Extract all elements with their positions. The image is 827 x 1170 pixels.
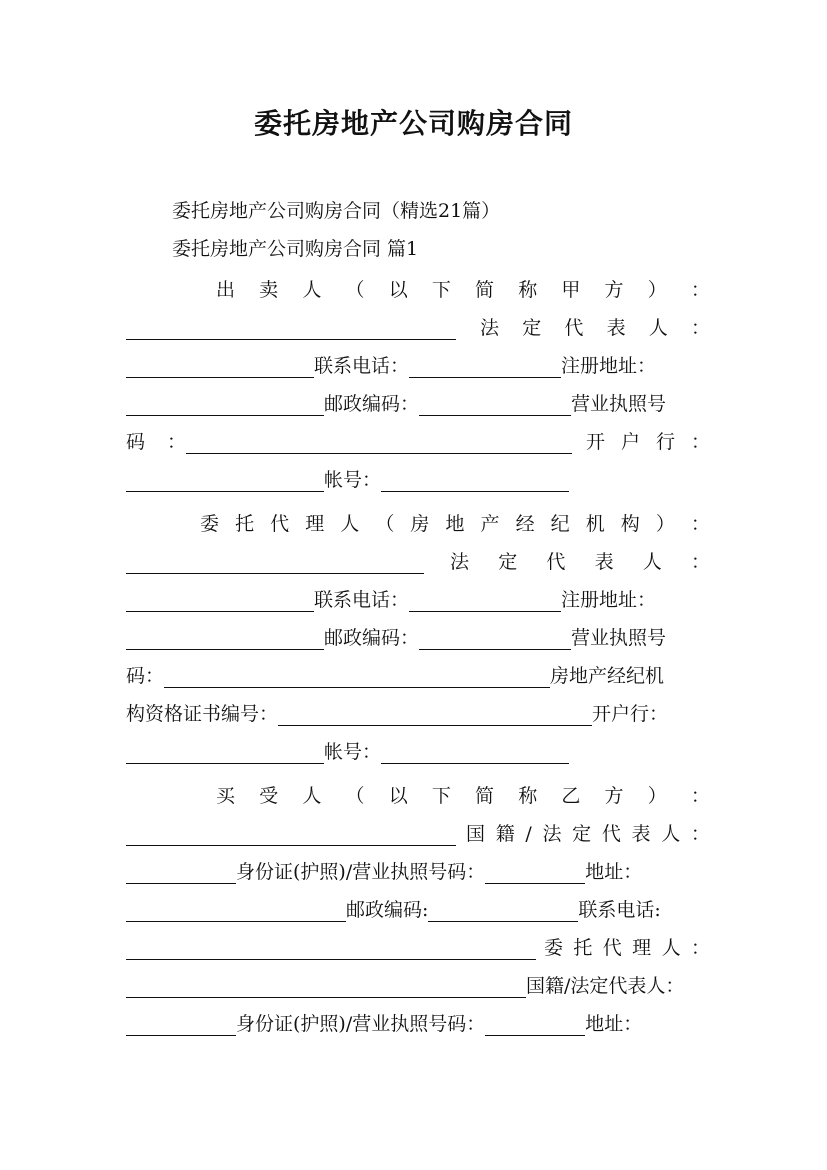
form-line (126, 350, 710, 378)
agent-rep-blank (126, 588, 314, 612)
label-char: 籍 (495, 823, 515, 845)
label-char: 表 (594, 551, 614, 573)
agent-postcode-blank (419, 626, 571, 650)
buyer-postcode-label: 邮政编码: (346, 899, 429, 921)
seller-account-label: 帐号： (324, 469, 382, 491)
seller-phone-blank (409, 354, 561, 378)
label-char: ： (690, 431, 710, 453)
seller-address-label: 注册地址： (561, 355, 657, 377)
label-char: 人 (340, 513, 360, 535)
label-char: 托 (235, 513, 255, 535)
label-char: 定 (572, 823, 592, 845)
label-char: 委 (544, 937, 564, 959)
form-line (126, 698, 710, 726)
form-line (126, 312, 710, 340)
form-line (126, 464, 710, 492)
seller-phone-label: 联系电话： (314, 355, 410, 377)
agent-address-blank (126, 626, 324, 650)
label-char: 产 (480, 513, 500, 535)
label-char: 法 (450, 551, 470, 573)
agent-bank-label: 开户行： (592, 703, 669, 725)
label-char: 受 (259, 785, 279, 807)
label-char: （ (345, 785, 365, 807)
agent-heading (200, 512, 710, 536)
label-char: 开 (586, 431, 606, 453)
label-char: 定 (522, 317, 542, 339)
label-char: 委 (200, 513, 220, 535)
seller-license-label: 营业执照号 (571, 393, 667, 415)
buyer-id-label-2: 身份证(护照)/营业执照号码： (236, 1013, 486, 1035)
seller-postcode-label: 邮政编码： (324, 393, 420, 415)
label-char: 买 (216, 785, 236, 807)
buyer-address-blank (126, 898, 346, 922)
agent-address-label: 注册地址： (561, 589, 657, 611)
label-char: 国 (466, 823, 486, 845)
label-char: 表 (606, 317, 626, 339)
label-char: ： (690, 317, 710, 339)
form-line (126, 894, 710, 922)
agent-phone-label: 联系电话： (314, 589, 410, 611)
agent-license-label-tail: 码： (126, 665, 165, 687)
label-char: ： (690, 279, 710, 301)
agent-account-blank (381, 740, 569, 764)
buyer-rep-blank-2 (126, 1012, 236, 1036)
agent-license-label: 营业执照号 (571, 627, 667, 649)
label-char: 代 (564, 317, 584, 339)
form-line (126, 426, 710, 454)
label-char: ： (690, 551, 710, 573)
seller-bank-blank (126, 468, 324, 492)
label-char: 纪 (550, 513, 570, 535)
agent-license-blank (164, 664, 550, 688)
seller-license-label-tail (126, 430, 186, 454)
buyer-address-label: 地址： (585, 861, 643, 883)
agent-name-blank (126, 550, 424, 574)
label-char: 乙 (561, 785, 581, 807)
buyer-heading (216, 784, 710, 808)
label-char: 法 (542, 823, 562, 845)
label-char: 理 (305, 513, 325, 535)
label-char: 以 (388, 279, 408, 301)
label-char: 人 (661, 937, 681, 959)
label-char: 下 (431, 785, 451, 807)
seller-heading (216, 278, 710, 302)
form-line (126, 970, 710, 998)
label-char: / (525, 823, 532, 845)
form-line (126, 622, 710, 650)
label-char: 人 (302, 279, 322, 301)
label-char: （ (375, 513, 395, 535)
buyer-rep-blank (126, 860, 236, 884)
buyer-rep-label (466, 822, 710, 846)
label-char: 理 (632, 937, 652, 959)
form-line (126, 584, 710, 612)
agent-bank-blank (126, 740, 324, 764)
form-line (126, 1008, 710, 1036)
label-char: ） (655, 513, 675, 535)
label-char: ） (647, 279, 667, 301)
label-char: 人 (642, 551, 662, 573)
label-char: 出 (216, 279, 236, 301)
label-char: （ (345, 279, 365, 301)
label-char: 代 (546, 551, 566, 573)
seller-name-blank (126, 316, 456, 340)
seller-rep-blank (126, 354, 314, 378)
label-char: 方 (604, 279, 624, 301)
buyer-name-blank (126, 822, 456, 846)
buyer-agent-label (544, 936, 710, 960)
section-heading: 委托房地产公司购房合同 篇1 (172, 238, 419, 260)
label-char: 地 (445, 513, 465, 535)
agent-postcode-label: 邮政编码： (324, 627, 420, 649)
seller-bank-label (586, 430, 710, 454)
label-char: ： (690, 823, 710, 845)
label-char: 简 (475, 279, 495, 301)
label-char: 行 (655, 431, 675, 453)
form-line (126, 932, 710, 960)
form-line (126, 546, 710, 574)
label-char: 房 (410, 513, 430, 535)
buyer-id-label: 身份证(护照)/营业执照号码： (236, 861, 486, 883)
seller-account-blank (381, 468, 569, 492)
label-char: ： (690, 513, 710, 535)
seller-license-blank (186, 430, 572, 454)
label-char: 简 (475, 785, 495, 807)
form-line (126, 660, 710, 688)
document-subtitle: 委托房地产公司购房合同（精选21篇） (172, 200, 501, 222)
buyer-address-label-2: 地址： (585, 1013, 643, 1035)
form-line (126, 818, 710, 846)
form-line (126, 388, 710, 416)
label-char: 机 (585, 513, 605, 535)
label-char: 方 (604, 785, 624, 807)
buyer-heading-line (126, 780, 710, 808)
label-char: ） (647, 785, 667, 807)
seller-rep-label (480, 316, 710, 340)
label-char: 代 (602, 937, 622, 959)
buyer-phone-blank (126, 936, 536, 960)
label-char: 称 (518, 785, 538, 807)
agent-cert-label-tail: 构资格证书编号： (126, 703, 279, 725)
buyer-id-blank (485, 860, 585, 884)
label-char: 以 (388, 785, 408, 807)
form-line (126, 736, 710, 764)
label-char: 定 (498, 551, 518, 573)
label-char: 甲 (561, 279, 581, 301)
label-char: ： (166, 431, 186, 453)
label-char: 人 (648, 317, 668, 339)
buyer-postcode-blank (428, 898, 578, 922)
label-char: 码 (126, 431, 146, 453)
buyer-agent-blank (126, 974, 526, 998)
label-char: 构 (620, 513, 640, 535)
label-char: 下 (431, 279, 451, 301)
seller-address-blank (126, 392, 324, 416)
agent-phone-blank (409, 588, 561, 612)
label-char: 人 (302, 785, 322, 807)
label-char: ： (690, 785, 710, 807)
agent-cert-label: 房地产经纪机 (550, 665, 665, 687)
label-char: 人 (661, 823, 681, 845)
seller-heading-line (126, 274, 710, 302)
label-char: 表 (631, 823, 651, 845)
label-char: 称 (518, 279, 538, 301)
agent-cert-blank (278, 702, 592, 726)
document-title: 委托房地产公司购房合同 (253, 107, 573, 140)
buyer-rep-label-2: 国籍/法定代表人： (526, 975, 685, 997)
agent-account-label: 帐号： (324, 741, 382, 763)
label-char: 法 (480, 317, 500, 339)
buyer-id-blank-2 (485, 1012, 585, 1036)
form-line (126, 856, 710, 884)
label-char: 代 (601, 823, 621, 845)
label-char: 户 (620, 431, 640, 453)
agent-rep-label (450, 550, 710, 574)
label-char: 托 (573, 937, 593, 959)
buyer-phone-label: 联系电话: (578, 899, 661, 921)
label-char: ： (690, 937, 710, 959)
seller-postcode-blank (419, 392, 571, 416)
label-char: 代 (270, 513, 290, 535)
label-char: 经 (515, 513, 535, 535)
agent-heading-line (126, 508, 710, 536)
label-char: 卖 (259, 279, 279, 301)
